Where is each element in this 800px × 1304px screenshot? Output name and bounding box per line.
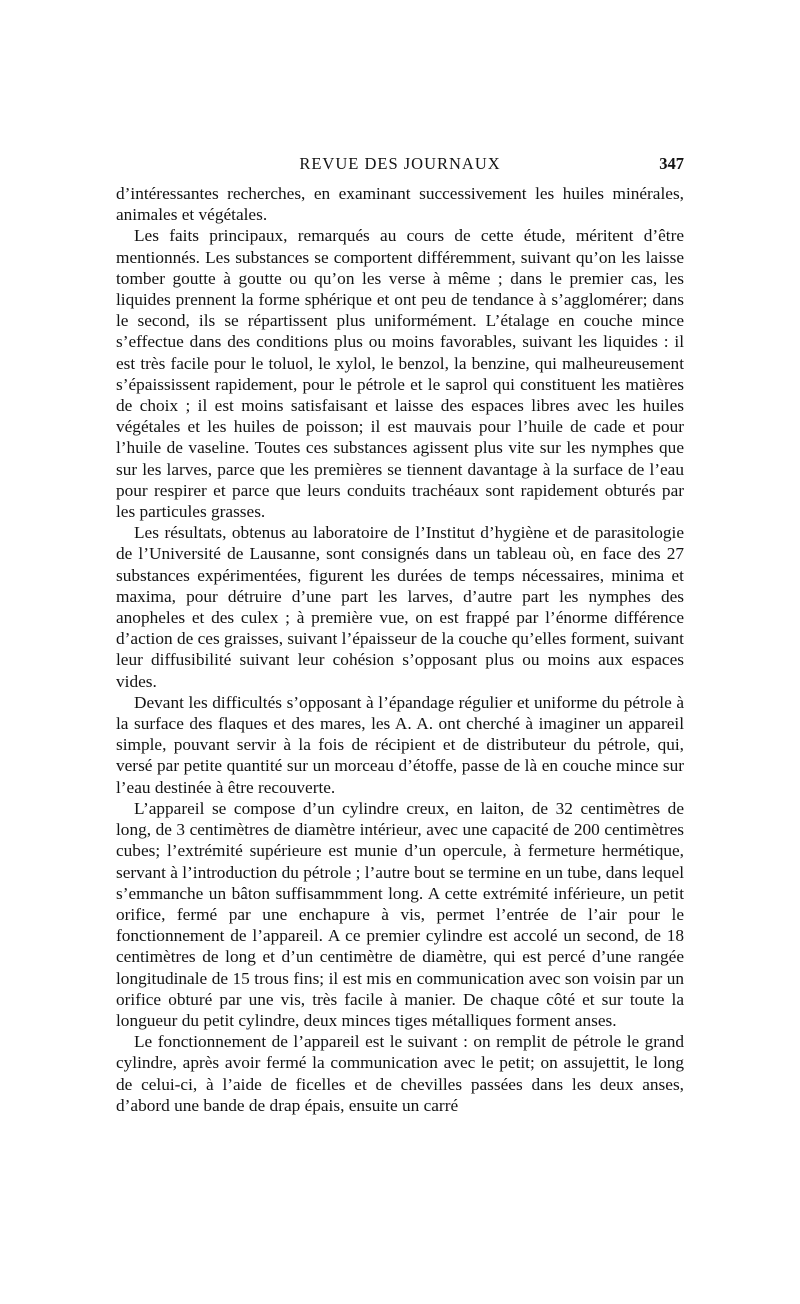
paragraph-continued: d’intéressantes recherches, en examinant successivement les huiles minérales, animales et végétales.	[116, 184, 684, 225]
article-body	[116, 183, 684, 1116]
paragraph-difficulties: Devant les difficultés s’opposant à l’épandage régulier et uniforme du pétrole à la surface des flaques et des mares, les A. A. ont cherché à imaginer un appareil simple, pouvant servir à la fois de récipient et de distributeur du pétrole, qui, versé par petite quantité sur un morceau d’étoffe, passe de là en couche mince sur l’eau destinée à être recouverte.	[116, 692, 684, 797]
paragraph-results: Les résultats, obtenus au laboratoire de l’Institut d’hygiène et de parasitologie de l’Université de Lausanne, sont consignés dans un tableau où, en face des 27 substances expérimentées, figurent les durées de temps nécessaires, minima et maxima, pour détruire d’une part les larves, d’autre part les nymphes des anopheles et des culex ; à première vue, on est frappé par l’énorme différence d’action de ces graisses, suivant l’épaisseur de la couche qu’elles forment, suivant leur diffusibilité suivant leur cohésion s’opposant plus ou moins aux espaces vides.	[116, 523, 684, 691]
paragraph-operation: Le fonctionnement de l’appareil est le suivant : on remplit de pétrole le grand cylindre, après avoir fermé la communication avec le petit; on assujettit, le long de celui-ci, à l’aide de ficelles et de chevilles passées dans les deux anses, d’abord une bande de drap épais, ensuite un carré	[116, 1032, 684, 1115]
running-header-title: REVUE DES JOURNAUX	[299, 154, 501, 173]
paragraph-principal-facts: Les faits principaux, remarqués au cours de cette étude, méritent d’être mentionnés. Les substances se comportent différemment, suivant qu’on les laisse tomber goutte à goutte ou qu’on les verse à même ; dans le premier cas, les liquides prennent la forme sphérique et ont peu de tendance à s’agglomérer; dans le second, ils se répartissent plus uniformément. L’étalage en couche mince s’effectue dans des conditions plus ou moins favorables, suivant les liquides : il est très facile pour le toluol, le xylol, le benzol, la benzine, qui malheureusement s’épaississent rapidement, pour le pétrole et le saprol qui constituent les matières de choix ; il est moins satisfaisant et laisse des espaces libres avec les huiles végétales et les huiles de poisson; il est mauvais pour l’huile de cade et pour l’huile de vaseline. Toutes ces substances agissent plus vite sur les nymphes que sur les larves, parce que les premières se tiennent davantage à la surface de l’eau pour respirer et parce que leurs conduits trachéaux sont rapidement obturés par les particules grasses.	[116, 226, 684, 522]
page-number: 347	[659, 154, 684, 173]
paragraph-apparatus: L’appareil se compose d’un cylindre creux, en laiton, de 32 centimètres de long, de 3 centimètres de diamètre intérieur, avec une capacité de 200 centimètres cubes; l’extrémité supérieure est munie d’un opercule, à fermeture hermétique, servant à l’introduction du pétrole ; l’autre bout se termine en un tube, dans lequel s’emmanche un bâton suffisammment long. A cette extrémité inférieure, un petit orifice, fermé par une enchapure à vis, permet l’entrée de l’air pour le fonctionnement de l’appareil. A ce premier cylindre est accolé un second, de 18 centimètres de long et d’un centimètre de diamètre, qui est percé d’une rangée longitudinale de 15 trous fins; il est mis en communication avec son voisin par un orifice obturé par une vis, très facile à manier. De chaque côté et sur toute la longueur du petit cylindre, deux minces tiges métalliques forment anses.	[116, 798, 684, 1030]
running-header	[116, 154, 684, 180]
